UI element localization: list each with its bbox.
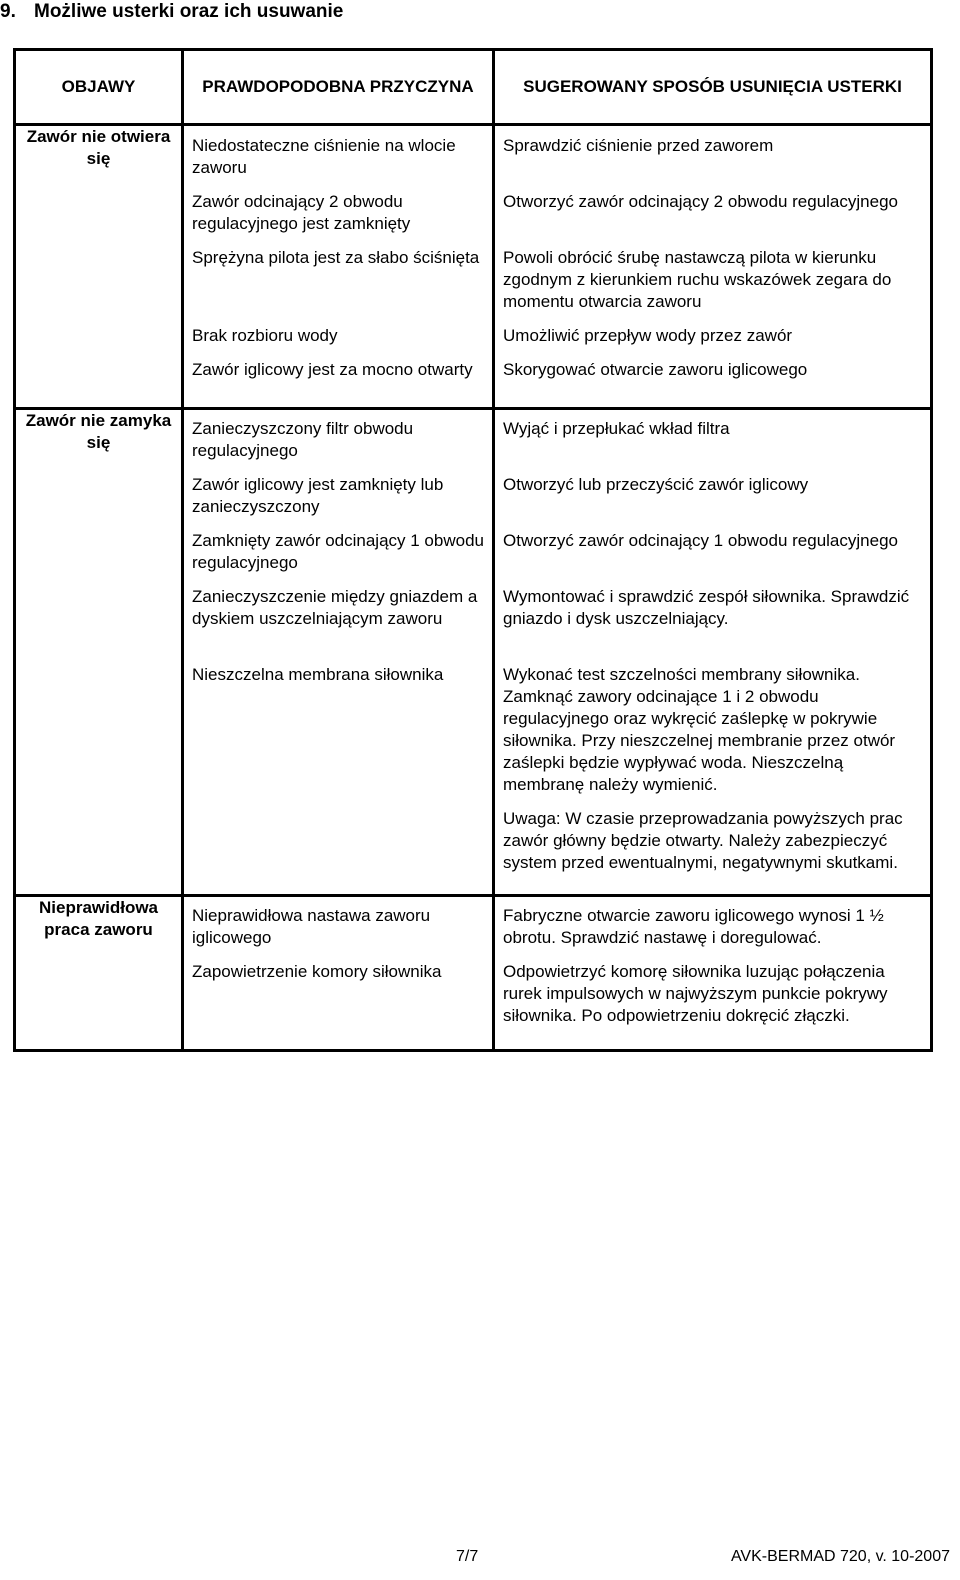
cause-text: Zawór odcinający 2 obwodu regulacyjnego jest zamknięty — [192, 192, 411, 233]
cause-cell — [183, 466, 494, 522]
remedy-cell — [494, 953, 932, 1051]
cause-cell — [183, 125, 494, 184]
cause-text: Brak rozbioru wody — [192, 326, 338, 345]
remedy-cell — [494, 578, 932, 656]
table-row — [15, 896, 932, 954]
remedy-text: Wyjąć i przepłukać wkład filtra — [503, 419, 730, 438]
cause-text: Zawór iglicowy jest za mocno otwarty — [192, 360, 473, 379]
remedy-text: Skorygować otwarcie zaworu iglicowego — [503, 360, 808, 379]
remedy-note: Uwaga: W czasie przeprowadzania powyższych prac zawór główny będzie otwarty. Należy zabezpieczyć system przed ewentualnymi, negatywnymi skutkami. — [503, 809, 903, 872]
remedy-text: Wykonać test szczelności membrany siłownika. Zamknąć zawory odcinające 1 i 2 obwodu regulacyjnego oraz wykręcić zaślepkę w pokrywie siłownika. Przy nieszczelnej membranie przez otwór zaślepki będzie wypływać woda. Nieszczelną membranę należy wymienić. — [503, 665, 896, 794]
remedy-text: Powoli obrócić śrubę nastawczą pilota w kierunku zgodnym z kierunkiem ruchu wskazówek zegara do momentu otwarcia zaworu — [503, 248, 892, 311]
troubleshooting-table — [13, 48, 933, 1052]
cause-cell — [183, 317, 494, 351]
cause-text: Zamknięty zawór odcinający 1 obwodu regulacyjnego — [192, 531, 484, 572]
table-row — [15, 409, 932, 467]
remedy-text: Sprawdzić ciśnienie przed zaworem — [503, 136, 774, 155]
cause-text: Nieszczelna membrana siłownika — [192, 665, 444, 684]
cause-cell — [183, 953, 494, 1051]
cause-text: Sprężyna pilota jest za słabo ściśnięta — [192, 248, 480, 267]
cause-text: Zapowietrzenie komory siłownika — [192, 962, 442, 981]
document-id: AVK-BERMAD 720, v. 10-2007 — [730, 1548, 950, 1565]
cause-text: Zanieczyszczenie między gniazdem a dyskiem uszczelniającym zaworu — [192, 587, 478, 628]
cause-cell — [183, 239, 494, 317]
remedy-cell — [494, 239, 932, 317]
section-number: 9. — [0, 1, 16, 22]
remedy-text: Wymontować i sprawdzić zespół siłownika. Sprawdzić gniazdo i dysk uszczelniający. — [503, 587, 910, 628]
cause-text: Niedostateczne ciśnienie na wlocie zaworu — [192, 136, 456, 177]
symptom-cell: Zawór nie otwiera się — [15, 125, 183, 409]
cause-cell — [183, 656, 494, 896]
remedy-cell — [494, 317, 932, 351]
table-row — [15, 125, 932, 184]
remedy-text: Fabryczne otwarcie zaworu iglicowego wynosi 1 ½ obrotu. Sprawdzić nastawę i doregulować. — [503, 906, 884, 947]
section-title: Możliwe usterki oraz ich usuwanie — [34, 1, 344, 22]
cause-text: Nieprawidłowa nastawa zaworu iglicowego — [192, 906, 431, 947]
remedy-text: Otworzyć lub przeczyścić zawór iglicowy — [503, 475, 809, 494]
header-symptoms: OBJAWY — [15, 50, 183, 125]
header-cause: PRAWDOPODOBNA PRZYCZYNA — [183, 50, 494, 125]
remedy-text: Otworzyć zawór odcinający 2 obwodu regulacyjnego — [503, 192, 898, 211]
section-heading — [0, 0, 343, 24]
remedy-cell — [494, 466, 932, 522]
remedy-text: Odpowietrzyć komorę siłownika luzując połączenia rurek impulsowych w najwyższym punkcie pokrywy siłownika. Po odpowietrzeniu dokręcić złączki. — [503, 962, 888, 1025]
cause-cell — [183, 896, 494, 954]
remedy-cell — [494, 409, 932, 467]
cause-cell — [183, 578, 494, 656]
table-header-row — [15, 50, 932, 125]
remedy-cell — [494, 522, 932, 578]
cause-cell — [183, 409, 494, 467]
remedy-text: Umożliwić przepływ wody przez zawór — [503, 326, 793, 345]
page-number: 7/7 — [456, 1548, 479, 1565]
remedy-cell — [494, 183, 932, 239]
symptom-cell: Zawór nie zamyka się — [15, 409, 183, 896]
remedy-cell — [494, 896, 932, 954]
cause-text: Zanieczyszczony filtr obwodu regulacyjnego — [192, 419, 414, 460]
cause-cell — [183, 183, 494, 239]
cause-text: Zawór iglicowy jest zamknięty lub zanieczyszczony — [192, 475, 444, 516]
remedy-text: Otworzyć zawór odcinający 1 obwodu regulacyjnego — [503, 531, 898, 550]
cause-cell — [183, 351, 494, 409]
cause-cell — [183, 522, 494, 578]
remedy-cell — [494, 125, 932, 184]
remedy-cell — [494, 656, 932, 896]
header-remedy: SUGEROWANY SPOSÓB USUNIĘCIA USTERKI — [494, 50, 932, 125]
remedy-cell — [494, 351, 932, 409]
symptom-cell: Nieprawidłowa praca zaworu — [15, 896, 183, 1051]
remedy-block — [495, 656, 930, 894]
